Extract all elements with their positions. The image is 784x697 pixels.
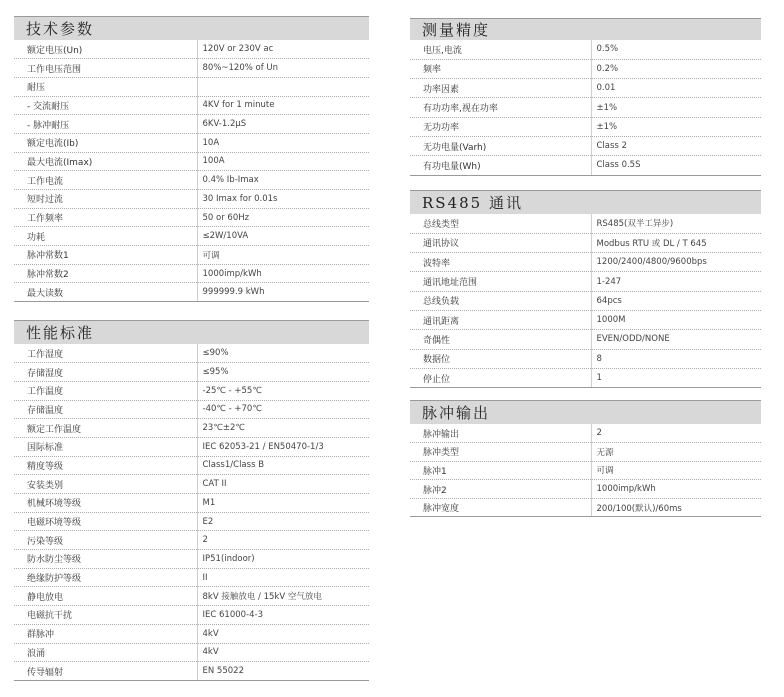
spec-value: -25℃ - +55℃ xyxy=(197,381,369,400)
spec-label: 电磁抗干扰 xyxy=(14,606,197,625)
spec-row xyxy=(410,272,761,291)
spec-value: 4kV xyxy=(197,643,369,662)
spec-value: 10A xyxy=(197,133,369,152)
spec-row xyxy=(14,400,369,419)
spec-label: - 交流耐压 xyxy=(14,96,197,115)
measurement-accuracy-panel xyxy=(410,18,761,176)
spec-row xyxy=(14,133,369,152)
spec-label: 有功功率,视在功率 xyxy=(410,98,591,117)
spec-label: 最大读数 xyxy=(14,283,197,302)
rs485-communication-panel xyxy=(410,190,761,388)
spec-row xyxy=(410,291,761,310)
spec-label: 通讯协议 xyxy=(410,233,591,252)
spec-row xyxy=(410,310,761,329)
spec-label: 存储温度 xyxy=(14,400,197,419)
spec-row xyxy=(410,117,761,136)
spec-row xyxy=(14,40,369,59)
spec-value: 30 Imax for 0.01s xyxy=(197,190,369,209)
spec-row xyxy=(14,115,369,134)
spec-table xyxy=(14,344,369,681)
spec-label: 工作电压范围 xyxy=(14,59,197,78)
spec-value: EN 55022 xyxy=(197,662,369,681)
spec-value: 可调 xyxy=(197,246,369,265)
spec-label: 额定电流(Ib) xyxy=(14,133,197,152)
spec-label: 脉冲常数2 xyxy=(14,264,197,283)
spec-value: 1000M xyxy=(591,310,761,329)
spec-value: E2 xyxy=(197,512,369,531)
spec-row xyxy=(14,624,369,643)
spec-value: IEC 61000-4-3 xyxy=(197,606,369,625)
spec-label: 静电放电 xyxy=(14,587,197,606)
spec-value: 2 xyxy=(591,424,761,443)
spec-table xyxy=(410,214,761,388)
spec-label: 无功功率 xyxy=(410,117,591,136)
spec-row xyxy=(14,606,369,625)
spec-row xyxy=(14,437,369,456)
spec-label: 最大电流(Imax) xyxy=(14,152,197,171)
spec-value: 可调 xyxy=(591,461,761,480)
performance-standards-panel xyxy=(14,320,369,681)
spec-value: 999999.9 kWh xyxy=(197,283,369,302)
spec-row xyxy=(410,59,761,78)
spec-label: 精度等级 xyxy=(14,456,197,475)
spec-label: 脉冲宽度 xyxy=(410,498,591,517)
spec-value: 8 xyxy=(591,349,761,368)
spec-value: IEC 62053-21 / EN50470-1/3 xyxy=(197,437,369,456)
spec-row xyxy=(14,643,369,662)
spec-value: 0.5% xyxy=(591,40,761,59)
spec-value: 100A xyxy=(197,152,369,171)
spec-label: 污染等级 xyxy=(14,531,197,550)
spec-value: 23℃±2℃ xyxy=(197,419,369,438)
section-title: 性能标准 xyxy=(14,320,369,344)
spec-value: EVEN/ODD/NONE xyxy=(591,330,761,349)
spec-row xyxy=(14,246,369,265)
spec-value: Class1/Class B xyxy=(197,456,369,475)
spec-value: 1000imp/kWh xyxy=(591,480,761,499)
spec-row xyxy=(14,190,369,209)
spec-row xyxy=(14,283,369,302)
spec-row xyxy=(410,461,761,480)
spec-row xyxy=(14,208,369,227)
spec-row xyxy=(14,152,369,171)
spec-row xyxy=(14,550,369,569)
spec-label: 短时过流 xyxy=(14,190,197,209)
spec-label: 波特率 xyxy=(410,253,591,272)
spec-row xyxy=(14,662,369,681)
spec-value: M1 xyxy=(197,494,369,513)
spec-label: 通讯距离 xyxy=(410,310,591,329)
spec-row xyxy=(410,330,761,349)
spec-label: 传导辐射 xyxy=(14,662,197,681)
spec-label: 脉冲常数1 xyxy=(14,246,197,265)
spec-value: CAT II xyxy=(197,475,369,494)
spec-value: 0.4% Ib-Imax xyxy=(197,171,369,190)
spec-value: 0.01 xyxy=(591,79,761,98)
spec-label: 防水防尘等级 xyxy=(14,550,197,569)
spec-label: 停止位 xyxy=(410,368,591,387)
spec-row xyxy=(14,475,369,494)
spec-value: ≤95% xyxy=(197,363,369,382)
spec-row xyxy=(14,456,369,475)
spec-value: Class 0.5S xyxy=(591,156,761,175)
spec-label: 国际标准 xyxy=(14,437,197,456)
spec-label: 脉冲类型 xyxy=(410,443,591,462)
spec-label: 无功电量(Varh) xyxy=(410,136,591,155)
spec-row xyxy=(14,512,369,531)
spec-label: 工作电流 xyxy=(14,171,197,190)
spec-label: 绝缘防护等级 xyxy=(14,568,197,587)
section-title: 技术参数 xyxy=(14,16,369,40)
spec-row xyxy=(14,587,369,606)
spec-row xyxy=(14,96,369,115)
spec-value: 1000imp/kWh xyxy=(197,264,369,283)
spec-value: 80%~120% of Un xyxy=(197,59,369,78)
spec-row xyxy=(14,419,369,438)
spec-row xyxy=(14,171,369,190)
spec-row xyxy=(14,363,369,382)
spec-row xyxy=(410,498,761,517)
spec-row xyxy=(14,77,369,96)
spec-label: 浪涌 xyxy=(14,643,197,662)
spec-value: 120V or 230V ac xyxy=(197,40,369,59)
spec-value: II xyxy=(197,568,369,587)
spec-row xyxy=(410,443,761,462)
spec-value: 1-247 xyxy=(591,272,761,291)
spec-label: 脉冲2 xyxy=(410,480,591,499)
section-title: 脉冲输出 xyxy=(410,400,761,424)
spec-label: 工作频率 xyxy=(14,208,197,227)
spec-row xyxy=(14,531,369,550)
spec-value: 0.2% xyxy=(591,59,761,78)
spec-row xyxy=(14,568,369,587)
spec-row xyxy=(410,368,761,387)
spec-value: ±1% xyxy=(591,98,761,117)
spec-label: 额定工作温度 xyxy=(14,419,197,438)
spec-label: 频率 xyxy=(410,59,591,78)
spec-value: 6KV-1.2μS xyxy=(197,115,369,134)
spec-label: 额定电压(Un) xyxy=(14,40,197,59)
spec-row xyxy=(410,156,761,175)
spec-row xyxy=(14,344,369,363)
spec-value: Modbus RTU 或 DL / T 645 xyxy=(591,233,761,252)
section-title: RS485 通讯 xyxy=(410,190,761,214)
spec-label: 奇偶性 xyxy=(410,330,591,349)
spec-label: 存储湿度 xyxy=(14,363,197,382)
spec-value: 8kV 接触放电 / 15kV 空气放电 xyxy=(197,587,369,606)
spec-label: - 脉冲耐压 xyxy=(14,115,197,134)
spec-row xyxy=(410,424,761,443)
spec-value: Class 2 xyxy=(591,136,761,155)
spec-value: 无源 xyxy=(591,443,761,462)
spec-label: 功耗 xyxy=(14,227,197,246)
spec-label: 总线负载 xyxy=(410,291,591,310)
spec-value: IP51(indoor) xyxy=(197,550,369,569)
spec-label: 工作湿度 xyxy=(14,344,197,363)
spec-row xyxy=(14,59,369,78)
spec-table xyxy=(410,40,761,176)
spec-label: 安装类别 xyxy=(14,475,197,494)
spec-row xyxy=(14,264,369,283)
spec-label: 脉冲输出 xyxy=(410,424,591,443)
spec-value: RS485(双半工异步) xyxy=(591,214,761,233)
section-title: 测量精度 xyxy=(410,18,761,40)
spec-label: 电磁环境等级 xyxy=(14,512,197,531)
spec-row xyxy=(410,480,761,499)
spec-value: 64pcs xyxy=(591,291,761,310)
spec-label: 通讯地址范围 xyxy=(410,272,591,291)
spec-label: 功率因素 xyxy=(410,79,591,98)
spec-row xyxy=(410,233,761,252)
spec-row xyxy=(410,98,761,117)
spec-value: ≤2W/10VA xyxy=(197,227,369,246)
spec-value: 4kV xyxy=(197,624,369,643)
spec-value: 2 xyxy=(197,531,369,550)
technical-parameters-panel xyxy=(14,16,369,302)
spec-row xyxy=(14,494,369,513)
spec-label: 总线类型 xyxy=(410,214,591,233)
spec-row xyxy=(410,40,761,59)
spec-row xyxy=(410,79,761,98)
spec-value: ±1% xyxy=(591,117,761,136)
spec-label: 有功电量(Wh) xyxy=(410,156,591,175)
spec-table xyxy=(14,40,369,302)
spec-row xyxy=(410,349,761,368)
spec-value: 50 or 60Hz xyxy=(197,208,369,227)
spec-row xyxy=(410,214,761,233)
spec-value xyxy=(197,77,369,96)
spec-row xyxy=(410,136,761,155)
spec-value: 4KV for 1 minute xyxy=(197,96,369,115)
spec-label: 工作温度 xyxy=(14,381,197,400)
spec-table xyxy=(410,424,761,517)
pulse-output-panel xyxy=(410,400,761,517)
spec-row xyxy=(410,253,761,272)
spec-row xyxy=(14,227,369,246)
spec-value: 1200/2400/4800/9600bps xyxy=(591,253,761,272)
spec-row xyxy=(14,381,369,400)
spec-label: 群脉冲 xyxy=(14,624,197,643)
spec-value: 1 xyxy=(591,368,761,387)
spec-label: 数据位 xyxy=(410,349,591,368)
spec-value: ≤90% xyxy=(197,344,369,363)
spec-value: 200/100(默认)/60ms xyxy=(591,498,761,517)
spec-value: -40℃ - +70℃ xyxy=(197,400,369,419)
spec-label: 机械环境等级 xyxy=(14,494,197,513)
spec-label: 电压,电流 xyxy=(410,40,591,59)
spec-label: 脉冲1 xyxy=(410,461,591,480)
spec-label: 耐压 xyxy=(14,77,197,96)
